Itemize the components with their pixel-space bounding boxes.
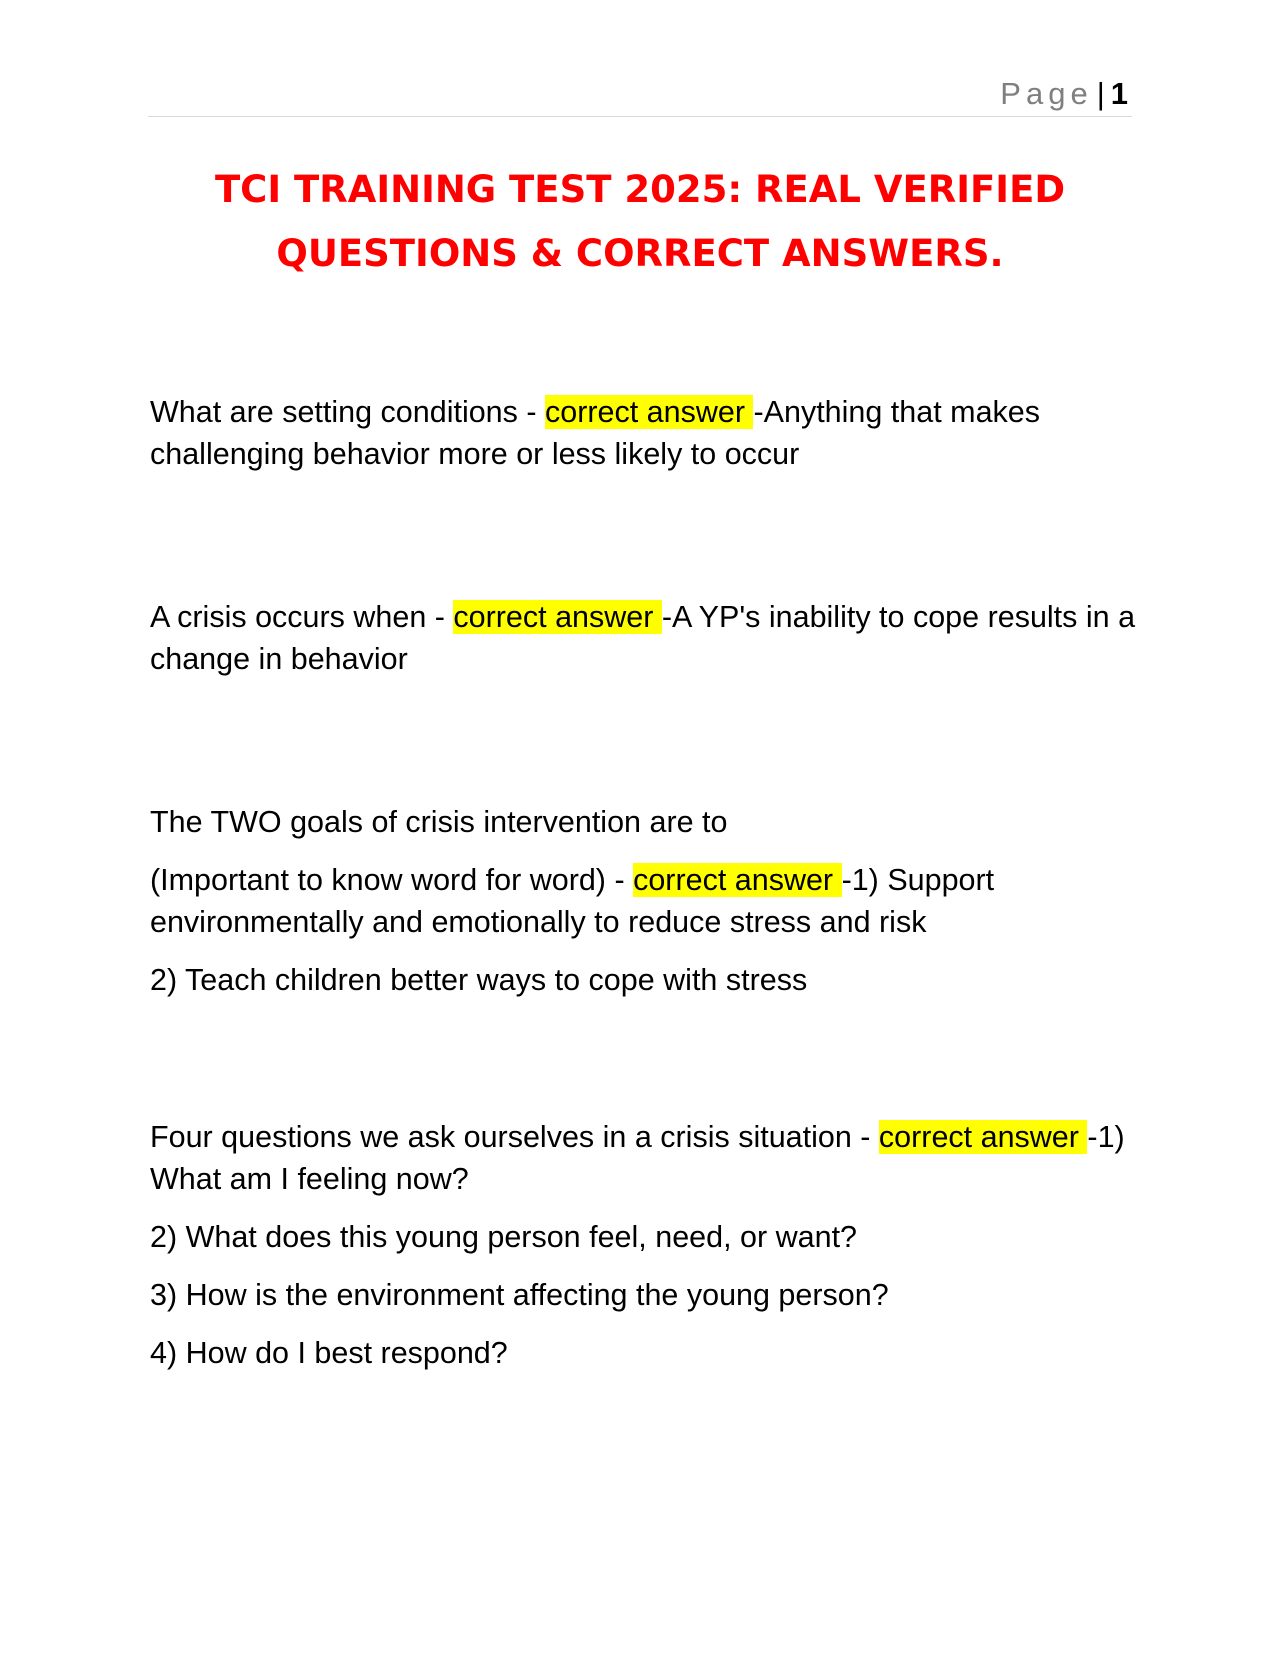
document-title [148, 158, 1132, 286]
correct-answer-highlight: correct answer [545, 395, 754, 429]
qa-item-3 [150, 801, 1140, 1001]
question-text: Four questions we ask ourselves in a crisis situation - [150, 1120, 879, 1154]
qa-item-2 [150, 596, 1140, 680]
qa-text [150, 391, 1140, 475]
qa-text [150, 859, 1140, 943]
title-line-1: TCI TRAINING TEST 2025: REAL VERIFIED [214, 168, 1066, 211]
correct-answer-highlight: correct answer [633, 863, 842, 897]
correct-answer-highlight: correct answer [453, 600, 662, 634]
page-separator: | [1096, 76, 1105, 111]
question-text: What are setting conditions - [150, 395, 545, 429]
answer-extra-line: 4) How do I best respond? [150, 1336, 508, 1370]
answer-text: -1) Support environmentally and emotionally to reduce stress and risk [150, 863, 995, 939]
qa-text [150, 596, 1140, 680]
question-text: (Important to know word for word) - [150, 863, 634, 897]
answer-extra-line: 3) How is the environment affecting the young person? [150, 1278, 889, 1312]
answer-text: -Anything that makes challenging behavior more or less likely to occur [150, 395, 1040, 471]
answer-extra-line: 2) Teach children better ways to cope with stress [150, 963, 808, 997]
answer-extra-line: 2) What does this young person feel, need, or want? [150, 1220, 858, 1254]
page-word: Page [1000, 76, 1093, 111]
qa-text [150, 1116, 1140, 1200]
qa-item-4 [150, 1116, 1140, 1374]
answer-text: -1) What am I feeling now? [150, 1120, 1125, 1196]
page-header [148, 72, 1132, 117]
correct-answer-highlight: correct answer [878, 1120, 1088, 1154]
qa-item-1 [150, 391, 1140, 475]
question-text: A crisis occurs when - [150, 600, 454, 634]
question-line: The TWO goals of crisis intervention are to [150, 805, 728, 839]
page-number-label [1000, 76, 1128, 112]
title-line-2: QUESTIONS & CORRECT ANSWERS. [276, 232, 1004, 275]
page-number: 1 [1110, 76, 1128, 111]
answer-text: -A YP's inability to cope results in a change in behavior [150, 600, 1136, 676]
